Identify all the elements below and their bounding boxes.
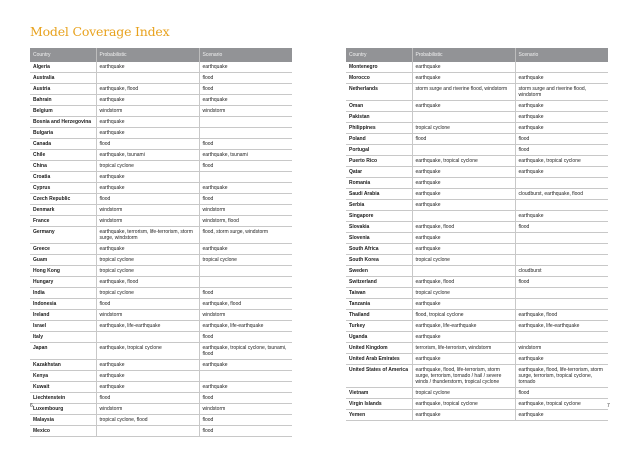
table-row	[346, 84, 608, 101]
table-row	[346, 399, 608, 410]
table-row	[346, 388, 608, 399]
scenario-cell: windstorm	[199, 106, 292, 117]
country-cell: Chile	[30, 150, 96, 161]
table-row	[30, 194, 292, 205]
probabilistic-cell: windstorm	[96, 216, 199, 227]
country-cell: Croatia	[30, 172, 96, 183]
table-row	[30, 73, 292, 84]
probabilistic-cell: earthquake	[412, 167, 515, 178]
table-body-left	[30, 62, 292, 437]
probabilistic-cell: earthquake, flood	[96, 84, 199, 95]
scenario-cell: earthquake	[515, 101, 608, 112]
column-header-country: Country	[30, 48, 96, 62]
probabilistic-cell: earthquake, flood	[96, 277, 199, 288]
table-row	[346, 189, 608, 200]
probabilistic-cell: earthquake	[412, 189, 515, 200]
probabilistic-cell: tropical cyclone	[96, 255, 199, 266]
table-row	[30, 332, 292, 343]
table-row	[30, 172, 292, 183]
probabilistic-cell: tropical cyclone	[412, 288, 515, 299]
probabilistic-cell: earthquake	[412, 200, 515, 211]
coverage-table-right	[346, 48, 608, 421]
probabilistic-cell: windstorm	[96, 404, 199, 415]
scenario-cell	[199, 371, 292, 382]
probabilistic-cell: earthquake	[96, 62, 199, 73]
country-cell: Denmark	[30, 205, 96, 216]
country-cell: Hong Kong	[30, 266, 96, 277]
country-cell: United Arab Emirates	[346, 354, 412, 365]
scenario-cell: earthquake	[199, 95, 292, 106]
probabilistic-cell: earthquake	[96, 244, 199, 255]
table-row	[346, 288, 608, 299]
right-page-table-wrapper	[346, 48, 608, 421]
country-cell: Liechtenstein	[30, 393, 96, 404]
country-cell: Algeria	[30, 62, 96, 73]
country-cell: Kenya	[30, 371, 96, 382]
scenario-cell: earthquake, tropical cyclone	[515, 399, 608, 410]
table-row	[30, 360, 292, 371]
country-cell: Romania	[346, 178, 412, 189]
scenario-cell: flood, storm surge, windstorm	[199, 227, 292, 244]
table-row	[30, 426, 292, 437]
table-row	[346, 200, 608, 211]
probabilistic-cell: earthquake	[412, 332, 515, 343]
table-row	[30, 183, 292, 194]
table-row	[30, 216, 292, 227]
probabilistic-cell: earthquake	[412, 101, 515, 112]
country-cell: Turkey	[346, 321, 412, 332]
scenario-cell: earthquake	[199, 183, 292, 194]
scenario-cell: cloudburst	[515, 266, 608, 277]
country-cell: Japan	[30, 343, 96, 360]
table-row	[30, 310, 292, 321]
table-row	[346, 310, 608, 321]
country-cell: Switzerland	[346, 277, 412, 288]
country-cell: Virgin Islands	[346, 399, 412, 410]
column-header-probabilistic: Probabilistic	[412, 48, 515, 62]
table-row	[30, 415, 292, 426]
table-row	[30, 404, 292, 415]
probabilistic-cell: earthquake	[96, 382, 199, 393]
probabilistic-cell: flood	[96, 393, 199, 404]
probabilistic-cell: earthquake	[412, 62, 515, 73]
table-row	[346, 73, 608, 84]
table-row	[30, 393, 292, 404]
probabilistic-cell: earthquake	[412, 178, 515, 189]
scenario-cell: storm surge and riverine flood, windstorm	[515, 84, 608, 101]
scenario-cell: earthquake	[515, 112, 608, 123]
probabilistic-cell: earthquake	[412, 233, 515, 244]
country-cell: Ireland	[30, 310, 96, 321]
scenario-cell: cloudburst, earthquake, flood	[515, 189, 608, 200]
page-number-right: 7	[607, 403, 610, 409]
table-row	[346, 134, 608, 145]
table-row	[346, 365, 608, 388]
country-cell: Vietnam	[346, 388, 412, 399]
probabilistic-cell: terrorism, life-terrorism, windstorm	[412, 343, 515, 354]
probabilistic-cell: earthquake, flood, life-terrorism, storm surge, terrorism, tornado / hail / severe winds / thunderstorm, tropical cyclone	[412, 365, 515, 388]
probabilistic-cell: tropical cyclone	[412, 123, 515, 134]
table-row	[30, 371, 292, 382]
country-cell: Yemen	[346, 410, 412, 421]
country-cell: Hungary	[30, 277, 96, 288]
table-row	[346, 255, 608, 266]
country-cell: Bulgaria	[30, 128, 96, 139]
country-cell: Saudi Arabia	[346, 189, 412, 200]
probabilistic-cell: tropical cyclone	[412, 388, 515, 399]
probabilistic-cell: earthquake	[96, 360, 199, 371]
scenario-cell	[199, 172, 292, 183]
country-cell: Cyprus	[30, 183, 96, 194]
scenario-cell: earthquake, tsunami	[199, 150, 292, 161]
probabilistic-cell	[412, 211, 515, 222]
table-row	[30, 139, 292, 150]
scenario-cell: flood	[199, 332, 292, 343]
country-cell: Thailand	[346, 310, 412, 321]
scenario-cell: flood	[515, 222, 608, 233]
probabilistic-cell: earthquake	[412, 299, 515, 310]
country-cell: South Korea	[346, 255, 412, 266]
probabilistic-cell: earthquake	[412, 354, 515, 365]
scenario-cell	[515, 233, 608, 244]
table-row	[346, 123, 608, 134]
table-row	[346, 343, 608, 354]
probabilistic-cell: earthquake	[412, 410, 515, 421]
scenario-cell: earthquake, life-earthquake	[199, 321, 292, 332]
table-header-row	[346, 48, 608, 62]
country-cell: Morocco	[346, 73, 412, 84]
probabilistic-cell: earthquake	[96, 371, 199, 382]
country-cell: Bahrain	[30, 95, 96, 106]
country-cell: Mexico	[30, 426, 96, 437]
country-cell: Philippines	[346, 123, 412, 134]
scenario-cell: flood	[515, 134, 608, 145]
scenario-cell: earthquake, flood, life-terrorism, storm surge, terrorism, tropical cyclone, tornado	[515, 365, 608, 388]
scenario-cell: windstorm	[515, 343, 608, 354]
table-row	[30, 343, 292, 360]
probabilistic-cell: flood	[96, 299, 199, 310]
probabilistic-cell: tropical cyclone	[96, 288, 199, 299]
scenario-cell: windstorm	[199, 205, 292, 216]
scenario-cell: earthquake	[515, 73, 608, 84]
country-cell: Luxembourg	[30, 404, 96, 415]
table-row	[30, 128, 292, 139]
table-row	[346, 145, 608, 156]
probabilistic-cell	[412, 112, 515, 123]
scenario-cell: flood	[199, 73, 292, 84]
country-cell: Malaysia	[30, 415, 96, 426]
table-row	[30, 117, 292, 128]
country-cell: Qatar	[346, 167, 412, 178]
country-cell: Portugal	[346, 145, 412, 156]
country-cell: Indonesia	[30, 299, 96, 310]
scenario-cell: flood	[199, 161, 292, 172]
country-cell: Kuwait	[30, 382, 96, 393]
table-row	[30, 321, 292, 332]
scenario-cell: flood	[515, 145, 608, 156]
table-header-row	[30, 48, 292, 62]
column-header-scenario: Scenario	[515, 48, 608, 62]
probabilistic-cell	[412, 145, 515, 156]
probabilistic-cell: earthquake	[96, 117, 199, 128]
country-cell: Austria	[30, 84, 96, 95]
table-row	[346, 222, 608, 233]
country-cell: Pakistan	[346, 112, 412, 123]
probabilistic-cell: earthquake, tropical cyclone	[412, 399, 515, 410]
table-row	[346, 321, 608, 332]
table-row	[346, 277, 608, 288]
scenario-cell: earthquake	[515, 211, 608, 222]
country-cell: France	[30, 216, 96, 227]
scenario-cell	[515, 62, 608, 73]
country-cell: Belgium	[30, 106, 96, 117]
table-row	[30, 227, 292, 244]
probabilistic-cell: tropical cyclone, flood	[96, 415, 199, 426]
country-cell: Australia	[30, 73, 96, 84]
country-cell: Germany	[30, 227, 96, 244]
country-cell: Singapore	[346, 211, 412, 222]
scenario-cell: earthquake, life-earthquake	[515, 321, 608, 332]
table-row	[346, 354, 608, 365]
probabilistic-cell: windstorm	[96, 106, 199, 117]
column-header-country: Country	[346, 48, 412, 62]
table-row	[30, 277, 292, 288]
scenario-cell: earthquake, tropical cyclone	[515, 156, 608, 167]
scenario-cell: flood	[515, 388, 608, 399]
table-row	[30, 299, 292, 310]
table-row	[30, 255, 292, 266]
country-cell: United Kingdom	[346, 343, 412, 354]
probabilistic-cell: earthquake	[412, 244, 515, 255]
probabilistic-cell: earthquake, flood	[412, 277, 515, 288]
probabilistic-cell: earthquake	[96, 172, 199, 183]
country-cell: Slovakia	[346, 222, 412, 233]
column-header-probabilistic: Probabilistic	[96, 48, 199, 62]
probabilistic-cell: earthquake, life-earthquake	[96, 321, 199, 332]
table-row	[346, 244, 608, 255]
table-row	[30, 288, 292, 299]
country-cell: Puerto Rico	[346, 156, 412, 167]
probabilistic-cell: tropical cyclone	[412, 255, 515, 266]
scenario-cell: flood	[199, 139, 292, 150]
table-row	[346, 332, 608, 343]
country-cell: Poland	[346, 134, 412, 145]
probabilistic-cell: earthquake	[412, 73, 515, 84]
scenario-cell	[515, 244, 608, 255]
scenario-cell: windstorm	[199, 310, 292, 321]
left-page-table-wrapper	[30, 48, 292, 437]
scenario-cell	[199, 266, 292, 277]
scenario-cell: earthquake, tropical cyclone, tsunami, flood	[199, 343, 292, 360]
table-row	[30, 150, 292, 161]
scenario-cell	[199, 117, 292, 128]
scenario-cell	[515, 200, 608, 211]
probabilistic-cell: earthquake, tsunami	[96, 150, 199, 161]
probabilistic-cell: earthquake	[96, 128, 199, 139]
probabilistic-cell: earthquake	[96, 95, 199, 106]
probabilistic-cell: flood, tropical cyclone	[412, 310, 515, 321]
country-cell: Italy	[30, 332, 96, 343]
page-number-left: 6	[30, 403, 33, 409]
probabilistic-cell	[412, 266, 515, 277]
probabilistic-cell: flood	[96, 194, 199, 205]
table-row	[346, 178, 608, 189]
scenario-cell: windstorm, flood	[199, 216, 292, 227]
scenario-cell	[515, 332, 608, 343]
probabilistic-cell	[96, 426, 199, 437]
country-cell: Sweden	[346, 266, 412, 277]
table-row	[346, 101, 608, 112]
scenario-cell: flood	[199, 415, 292, 426]
probabilistic-cell: windstorm	[96, 310, 199, 321]
country-cell: Slovenia	[346, 233, 412, 244]
probabilistic-cell: earthquake, life-earthquake	[412, 321, 515, 332]
scenario-cell: earthquake	[199, 62, 292, 73]
table-row	[346, 112, 608, 123]
country-cell: India	[30, 288, 96, 299]
country-cell: United States of America	[346, 365, 412, 388]
scenario-cell: tropical cyclone	[199, 255, 292, 266]
probabilistic-cell: earthquake, tropical cyclone	[412, 156, 515, 167]
table-row	[346, 167, 608, 178]
country-cell: Greece	[30, 244, 96, 255]
probabilistic-cell: flood	[412, 134, 515, 145]
probabilistic-cell: storm surge and riverine flood, windstorm	[412, 84, 515, 101]
scenario-cell: earthquake	[515, 167, 608, 178]
country-cell: Oman	[346, 101, 412, 112]
table-row	[30, 382, 292, 393]
table-row	[30, 84, 292, 95]
probabilistic-cell	[96, 73, 199, 84]
country-cell: Serbia	[346, 200, 412, 211]
scenario-cell: earthquake	[199, 244, 292, 255]
probabilistic-cell: flood	[96, 139, 199, 150]
probabilistic-cell	[96, 332, 199, 343]
scenario-cell	[515, 288, 608, 299]
country-cell: Israel	[30, 321, 96, 332]
scenario-cell: flood	[199, 194, 292, 205]
probabilistic-cell: earthquake, flood	[412, 222, 515, 233]
scenario-cell: earthquake, flood	[515, 310, 608, 321]
country-cell: Taiwan	[346, 288, 412, 299]
table-row	[30, 205, 292, 216]
table-body-right	[346, 62, 608, 421]
scenario-cell: earthquake	[199, 382, 292, 393]
country-cell: Czech Republic	[30, 194, 96, 205]
probabilistic-cell: tropical cyclone	[96, 266, 199, 277]
column-header-scenario: Scenario	[199, 48, 292, 62]
country-cell: Montenegro	[346, 62, 412, 73]
scenario-cell: earthquake	[515, 410, 608, 421]
scenario-cell: flood	[199, 393, 292, 404]
country-cell: Tanzania	[346, 299, 412, 310]
scenario-cell: flood	[199, 288, 292, 299]
scenario-cell: earthquake	[199, 360, 292, 371]
table-row	[30, 244, 292, 255]
scenario-cell	[199, 277, 292, 288]
table-row	[30, 106, 292, 117]
probabilistic-cell: windstorm	[96, 205, 199, 216]
country-cell: Guam	[30, 255, 96, 266]
scenario-cell: earthquake	[515, 354, 608, 365]
table-row	[346, 156, 608, 167]
scenario-cell: flood	[199, 426, 292, 437]
scenario-cell: windstorm	[199, 404, 292, 415]
country-cell: Kazakhstan	[30, 360, 96, 371]
probabilistic-cell: tropical cyclone	[96, 161, 199, 172]
table-row	[30, 95, 292, 106]
probabilistic-cell: earthquake, tropical cyclone	[96, 343, 199, 360]
scenario-cell: earthquake	[515, 123, 608, 134]
country-cell: Bosnia and Herzegovina	[30, 117, 96, 128]
table-row	[346, 410, 608, 421]
country-cell: Canada	[30, 139, 96, 150]
scenario-cell: earthquake, flood	[199, 299, 292, 310]
scenario-cell	[515, 178, 608, 189]
scenario-cell	[199, 128, 292, 139]
country-cell: Netherlands	[346, 84, 412, 101]
probabilistic-cell: earthquake	[96, 183, 199, 194]
probabilistic-cell: earthquake, terrorism, life-terrorism, storm surge, windstorm	[96, 227, 199, 244]
table-row	[30, 62, 292, 73]
scenario-cell: flood	[515, 277, 608, 288]
scenario-cell	[515, 255, 608, 266]
scenario-cell: flood	[199, 84, 292, 95]
country-cell: South Africa	[346, 244, 412, 255]
table-row	[30, 266, 292, 277]
table-row	[30, 161, 292, 172]
table-row	[346, 266, 608, 277]
table-row	[346, 62, 608, 73]
table-row	[346, 233, 608, 244]
table-row	[346, 299, 608, 310]
country-cell: China	[30, 161, 96, 172]
country-cell: Uganda	[346, 332, 412, 343]
table-row	[346, 211, 608, 222]
scenario-cell	[515, 299, 608, 310]
coverage-table-left	[30, 48, 292, 437]
page-title: Model Coverage Index	[30, 24, 170, 39]
